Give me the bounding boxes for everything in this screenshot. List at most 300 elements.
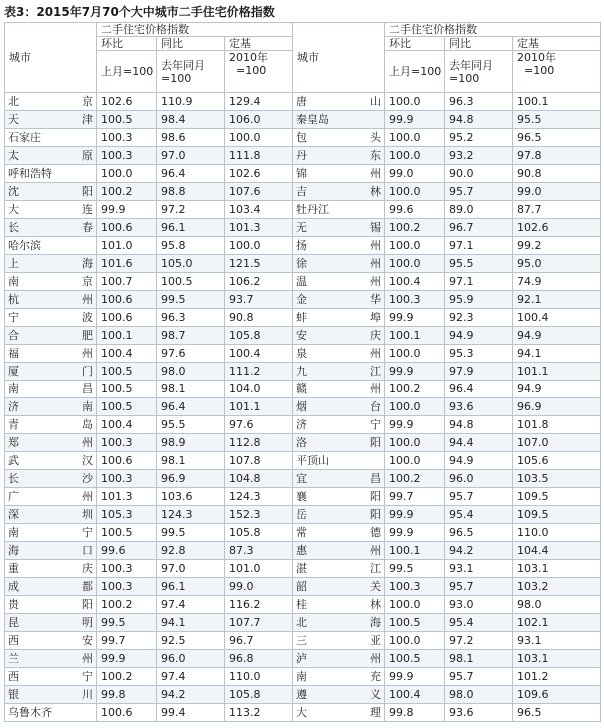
city-cell: 海 口	[5, 542, 97, 560]
table-header	[5, 23, 601, 93]
mom-cell: 105.3	[97, 506, 157, 524]
base-cell: 103.1	[513, 650, 601, 668]
mom-cell: 100.3	[97, 128, 157, 146]
table-row	[5, 398, 601, 416]
base-cell: 105.8	[225, 524, 293, 542]
yoy-cell: 95.2	[445, 128, 513, 146]
mom-cell: 100.4	[97, 344, 157, 362]
base-cell: 100.0	[225, 128, 293, 146]
yoy-cell: 97.1	[445, 272, 513, 290]
city-cell: 银 川	[5, 685, 97, 703]
city-cell: 宜 昌	[293, 470, 385, 488]
city-cell: 宁 波	[5, 308, 97, 326]
yoy-cell: 95.4	[445, 614, 513, 632]
mom-cell: 99.6	[385, 200, 445, 218]
city-cell: 杭 州	[5, 290, 97, 308]
yoy-cell: 99.5	[157, 524, 225, 542]
city-cell: 重 庆	[5, 560, 97, 578]
yoy-cell: 92.8	[157, 542, 225, 560]
mom-cell: 99.8	[97, 685, 157, 703]
yoy-cell: 94.9	[445, 452, 513, 470]
base-cell: 93.1	[513, 632, 601, 650]
mom-cell: 100.3	[97, 578, 157, 596]
table-row	[5, 218, 601, 236]
base-cell: 74.9	[513, 272, 601, 290]
city-cell: 洛 阳	[293, 434, 385, 452]
city-cell: 徐 州	[293, 254, 385, 272]
table-row	[5, 290, 601, 308]
base-cell: 107.7	[225, 614, 293, 632]
base-cell: 96.5	[513, 128, 601, 146]
yoy-cell: 94.8	[445, 416, 513, 434]
mom-cell: 100.3	[97, 146, 157, 164]
mom-cell: 100.0	[385, 596, 445, 614]
base-cell: 104.4	[513, 542, 601, 560]
base-cell: 105.6	[513, 452, 601, 470]
mom-cell: 101.0	[97, 236, 157, 254]
mom-cell: 100.6	[97, 218, 157, 236]
header-base-sub-eq: =100	[236, 64, 267, 77]
yoy-cell: 93.0	[445, 596, 513, 614]
base-cell: 94.1	[513, 344, 601, 362]
mom-cell: 100.1	[97, 326, 157, 344]
city-cell: 锦 州	[293, 164, 385, 182]
city-cell: 上 海	[5, 254, 97, 272]
city-cell: 哈尔滨	[5, 236, 97, 254]
base-cell: 102.6	[513, 218, 601, 236]
base-cell: 109.5	[513, 506, 601, 524]
table-row	[5, 596, 601, 614]
base-cell: 100.4	[513, 308, 601, 326]
base-cell: 107.6	[225, 182, 293, 200]
mom-cell: 99.9	[385, 362, 445, 380]
city-cell: 长 春	[5, 218, 97, 236]
table-body	[5, 93, 601, 722]
base-cell: 103.4	[225, 200, 293, 218]
header-yoy: 同比	[445, 37, 513, 51]
table-row	[5, 200, 601, 218]
city-cell: 桂 林	[293, 596, 385, 614]
base-cell: 95.0	[513, 254, 601, 272]
yoy-cell: 97.9	[445, 362, 513, 380]
base-cell: 99.0	[225, 578, 293, 596]
header-mom: 环比	[385, 37, 445, 51]
table-row	[5, 685, 601, 703]
yoy-cell: 97.2	[157, 200, 225, 218]
yoy-cell: 93.6	[445, 703, 513, 721]
mom-cell: 100.0	[385, 236, 445, 254]
city-cell: 烟 台	[293, 398, 385, 416]
city-cell: 济 宁	[293, 416, 385, 434]
yoy-cell: 96.4	[157, 398, 225, 416]
mom-cell: 100.3	[97, 434, 157, 452]
table-row	[5, 452, 601, 470]
table-row	[5, 560, 601, 578]
mom-cell: 100.0	[385, 182, 445, 200]
yoy-cell: 98.0	[157, 362, 225, 380]
city-cell: 福 州	[5, 344, 97, 362]
mom-cell: 100.0	[385, 434, 445, 452]
mom-cell: 100.0	[385, 146, 445, 164]
city-cell: 成 都	[5, 578, 97, 596]
city-cell: 三 亚	[293, 632, 385, 650]
yoy-cell: 100.5	[157, 272, 225, 290]
table-row	[5, 542, 601, 560]
base-cell: 90.8	[513, 164, 601, 182]
base-cell: 104.0	[225, 380, 293, 398]
yoy-cell: 95.7	[445, 578, 513, 596]
city-cell: 厦 门	[5, 362, 97, 380]
table-row	[5, 146, 601, 164]
table-row	[5, 110, 601, 128]
base-cell: 107.0	[513, 434, 601, 452]
base-cell: 106.2	[225, 272, 293, 290]
base-cell: 116.2	[225, 596, 293, 614]
mom-cell: 99.9	[385, 308, 445, 326]
city-cell: 西 安	[5, 632, 97, 650]
mom-cell: 100.2	[385, 380, 445, 398]
header-base-sub-year: 2010年	[517, 51, 557, 64]
table-row	[5, 506, 601, 524]
table-row	[5, 650, 601, 668]
city-cell: 遵 义	[293, 685, 385, 703]
city-cell: 南 昌	[5, 380, 97, 398]
mom-cell: 100.0	[97, 164, 157, 182]
city-cell: 安 庆	[293, 326, 385, 344]
base-cell: 102.6	[225, 164, 293, 182]
mom-cell: 99.6	[97, 542, 157, 560]
base-cell: 113.2	[225, 703, 293, 721]
mom-cell: 99.9	[385, 110, 445, 128]
city-cell: 无 锡	[293, 218, 385, 236]
table-row	[5, 578, 601, 596]
yoy-cell: 96.0	[445, 470, 513, 488]
header-mom: 环比	[97, 37, 157, 51]
table-row	[5, 380, 601, 398]
mom-cell: 100.3	[97, 470, 157, 488]
city-cell: 北 海	[293, 614, 385, 632]
table-row	[5, 614, 601, 632]
yoy-cell: 94.4	[445, 434, 513, 452]
base-cell: 107.8	[225, 452, 293, 470]
header-mom-sub: 上月=100	[97, 51, 157, 93]
city-cell: 济 南	[5, 398, 97, 416]
header-base: 定基	[225, 37, 293, 51]
mom-cell: 99.9	[385, 668, 445, 686]
header-base-sub	[513, 51, 601, 93]
base-cell: 101.3	[225, 218, 293, 236]
city-cell: 大 连	[5, 200, 97, 218]
mom-cell: 100.4	[97, 416, 157, 434]
yoy-cell: 98.1	[445, 650, 513, 668]
table-title: 表3：2015年7月70个大中城市二手住宅价格指数	[4, 5, 275, 19]
mom-cell: 100.0	[385, 398, 445, 416]
mom-cell: 100.5	[97, 380, 157, 398]
yoy-cell: 94.9	[445, 326, 513, 344]
mom-cell: 100.0	[385, 128, 445, 146]
mom-cell: 99.9	[385, 524, 445, 542]
base-cell: 101.8	[513, 416, 601, 434]
city-cell: 广 州	[5, 488, 97, 506]
mom-cell: 102.6	[97, 93, 157, 111]
mom-cell: 100.2	[385, 218, 445, 236]
base-cell: 103.1	[513, 560, 601, 578]
yoy-cell: 89.0	[445, 200, 513, 218]
city-cell: 北 京	[5, 93, 97, 111]
yoy-cell: 97.4	[157, 668, 225, 686]
header-yoy: 同比	[157, 37, 225, 51]
city-cell: 金 华	[293, 290, 385, 308]
yoy-cell: 95.3	[445, 344, 513, 362]
yoy-cell: 94.1	[157, 614, 225, 632]
mom-cell: 100.5	[97, 362, 157, 380]
mom-cell: 99.0	[385, 164, 445, 182]
base-cell: 112.8	[225, 434, 293, 452]
table-row	[5, 182, 601, 200]
mom-cell: 100.3	[385, 578, 445, 596]
city-cell: 牡丹江	[293, 200, 385, 218]
city-cell: 包 头	[293, 128, 385, 146]
yoy-cell: 97.0	[157, 560, 225, 578]
yoy-cell: 95.7	[445, 668, 513, 686]
city-cell: 秦皇岛	[293, 110, 385, 128]
yoy-cell: 98.1	[157, 380, 225, 398]
header-base: 定基	[513, 37, 601, 51]
yoy-cell: 98.6	[157, 128, 225, 146]
header-group: 二手住宅价格指数	[385, 23, 601, 37]
city-cell: 兰 州	[5, 650, 97, 668]
mom-cell: 100.2	[97, 668, 157, 686]
base-cell: 111.8	[225, 146, 293, 164]
header-city: 城市	[293, 23, 385, 93]
mom-cell: 100.0	[385, 93, 445, 111]
city-cell: 蚌 埠	[293, 308, 385, 326]
base-cell: 100.0	[225, 236, 293, 254]
table-row	[5, 272, 601, 290]
base-cell: 103.2	[513, 578, 601, 596]
base-cell: 97.8	[513, 146, 601, 164]
mom-cell: 100.6	[97, 452, 157, 470]
city-cell: 常 德	[293, 524, 385, 542]
mom-cell: 100.2	[97, 182, 157, 200]
yoy-cell: 96.3	[157, 308, 225, 326]
mom-cell: 100.7	[97, 272, 157, 290]
base-cell: 94.9	[513, 380, 601, 398]
base-cell: 96.7	[225, 632, 293, 650]
table-row	[5, 488, 601, 506]
base-cell: 105.8	[225, 685, 293, 703]
base-cell: 92.1	[513, 290, 601, 308]
base-cell: 102.1	[513, 614, 601, 632]
mom-cell: 99.7	[385, 488, 445, 506]
header-mom-sub: 上月=100	[385, 51, 445, 93]
city-cell: 扬 州	[293, 236, 385, 254]
base-cell: 110.0	[225, 668, 293, 686]
city-cell: 南 京	[5, 272, 97, 290]
yoy-cell: 96.7	[445, 218, 513, 236]
city-cell: 沈 阳	[5, 182, 97, 200]
city-cell: 大 理	[293, 703, 385, 721]
yoy-cell: 97.2	[445, 632, 513, 650]
mom-cell: 100.0	[385, 254, 445, 272]
base-cell: 109.5	[513, 488, 601, 506]
base-cell: 109.6	[513, 685, 601, 703]
mom-cell: 100.3	[97, 560, 157, 578]
city-cell: 湛 江	[293, 560, 385, 578]
table-row	[5, 416, 601, 434]
yoy-cell: 92.5	[157, 632, 225, 650]
mom-cell: 99.7	[97, 632, 157, 650]
mom-cell: 100.6	[97, 308, 157, 326]
city-cell: 惠 州	[293, 542, 385, 560]
city-cell: 平顶山	[293, 452, 385, 470]
price-index-table	[4, 22, 601, 722]
table-row	[5, 524, 601, 542]
table-row	[5, 703, 601, 721]
table-row	[5, 632, 601, 650]
yoy-cell: 96.3	[445, 93, 513, 111]
mom-cell: 101.6	[97, 254, 157, 272]
city-cell: 天 津	[5, 110, 97, 128]
yoy-cell: 98.4	[157, 110, 225, 128]
mom-cell: 100.5	[97, 524, 157, 542]
city-cell: 长 沙	[5, 470, 97, 488]
mom-cell: 101.3	[97, 488, 157, 506]
yoy-cell: 95.7	[445, 182, 513, 200]
base-cell: 101.1	[513, 362, 601, 380]
base-cell: 111.2	[225, 362, 293, 380]
city-cell: 韶 关	[293, 578, 385, 596]
mom-cell: 99.5	[385, 560, 445, 578]
yoy-cell: 92.3	[445, 308, 513, 326]
city-cell: 呼和浩特	[5, 164, 97, 182]
base-cell: 104.8	[225, 470, 293, 488]
city-cell: 泸 州	[293, 650, 385, 668]
city-cell: 唐 山	[293, 93, 385, 111]
mom-cell: 100.1	[385, 326, 445, 344]
city-cell: 温 州	[293, 272, 385, 290]
city-cell: 丹 东	[293, 146, 385, 164]
mom-cell: 100.4	[385, 685, 445, 703]
city-cell: 乌鲁木齐	[5, 703, 97, 721]
base-cell: 103.5	[513, 470, 601, 488]
mom-cell: 100.5	[385, 650, 445, 668]
mom-cell: 100.5	[97, 398, 157, 416]
base-cell: 98.0	[513, 596, 601, 614]
city-cell: 岳 阳	[293, 506, 385, 524]
yoy-cell: 95.8	[157, 236, 225, 254]
city-cell: 武 汉	[5, 452, 97, 470]
table-row	[5, 362, 601, 380]
mom-cell: 100.0	[385, 632, 445, 650]
yoy-cell: 90.0	[445, 164, 513, 182]
city-cell: 昆 明	[5, 614, 97, 632]
base-cell: 96.9	[513, 398, 601, 416]
city-cell: 郑 州	[5, 434, 97, 452]
mom-cell: 99.5	[97, 614, 157, 632]
mom-cell: 100.6	[97, 703, 157, 721]
header-yoy-sub: 去年同月=100	[445, 51, 513, 93]
city-cell: 太 原	[5, 146, 97, 164]
yoy-cell: 95.5	[445, 254, 513, 272]
base-cell: 100.4	[225, 344, 293, 362]
yoy-cell: 98.8	[157, 182, 225, 200]
yoy-cell: 99.5	[157, 290, 225, 308]
base-cell: 121.5	[225, 254, 293, 272]
yoy-cell: 98.7	[157, 326, 225, 344]
yoy-cell: 97.4	[157, 596, 225, 614]
base-cell: 101.0	[225, 560, 293, 578]
base-cell: 105.8	[225, 326, 293, 344]
header-base-sub-eq: =100	[524, 64, 555, 77]
table-row	[5, 668, 601, 686]
base-cell: 152.3	[225, 506, 293, 524]
base-cell: 129.4	[225, 93, 293, 111]
yoy-cell: 96.9	[157, 470, 225, 488]
mom-cell: 99.9	[97, 200, 157, 218]
header-base-sub-year: 2010年	[229, 51, 268, 64]
base-cell: 95.5	[513, 110, 601, 128]
table-row	[5, 236, 601, 254]
mom-cell: 100.6	[97, 290, 157, 308]
yoy-cell: 96.4	[157, 164, 225, 182]
base-cell: 101.1	[225, 398, 293, 416]
yoy-cell: 96.1	[157, 578, 225, 596]
yoy-cell: 110.9	[157, 93, 225, 111]
city-cell: 吉 林	[293, 182, 385, 200]
table-row	[5, 254, 601, 272]
base-cell: 101.2	[513, 668, 601, 686]
base-cell: 96.5	[513, 703, 601, 721]
header-city: 城市	[5, 23, 97, 93]
mom-cell: 100.2	[97, 596, 157, 614]
mom-cell: 100.5	[97, 110, 157, 128]
yoy-cell: 93.6	[445, 398, 513, 416]
table-row	[5, 470, 601, 488]
city-cell: 贵 阳	[5, 596, 97, 614]
mom-cell: 100.4	[385, 272, 445, 290]
city-cell: 西 宁	[5, 668, 97, 686]
base-cell: 90.8	[225, 308, 293, 326]
table-row	[5, 434, 601, 452]
yoy-cell: 97.0	[157, 146, 225, 164]
mom-cell: 100.1	[385, 542, 445, 560]
city-cell: 合 肥	[5, 326, 97, 344]
yoy-cell: 97.1	[445, 236, 513, 254]
base-cell: 124.3	[225, 488, 293, 506]
base-cell: 97.6	[225, 416, 293, 434]
yoy-cell: 95.7	[445, 488, 513, 506]
base-cell: 110.0	[513, 524, 601, 542]
yoy-cell: 98.0	[445, 685, 513, 703]
yoy-cell: 105.0	[157, 254, 225, 272]
header-group: 二手住宅价格指数	[97, 23, 293, 37]
city-cell: 南 宁	[5, 524, 97, 542]
yoy-cell: 96.0	[157, 650, 225, 668]
yoy-cell: 103.6	[157, 488, 225, 506]
base-cell: 87.7	[513, 200, 601, 218]
header-base-sub	[225, 51, 293, 93]
mom-cell: 100.0	[385, 452, 445, 470]
yoy-cell: 97.6	[157, 344, 225, 362]
yoy-cell: 96.4	[445, 380, 513, 398]
mom-cell: 99.9	[385, 416, 445, 434]
mom-cell: 99.9	[385, 506, 445, 524]
yoy-cell: 96.1	[157, 218, 225, 236]
yoy-cell: 93.1	[445, 560, 513, 578]
yoy-cell: 94.2	[445, 542, 513, 560]
mom-cell: 100.3	[385, 290, 445, 308]
